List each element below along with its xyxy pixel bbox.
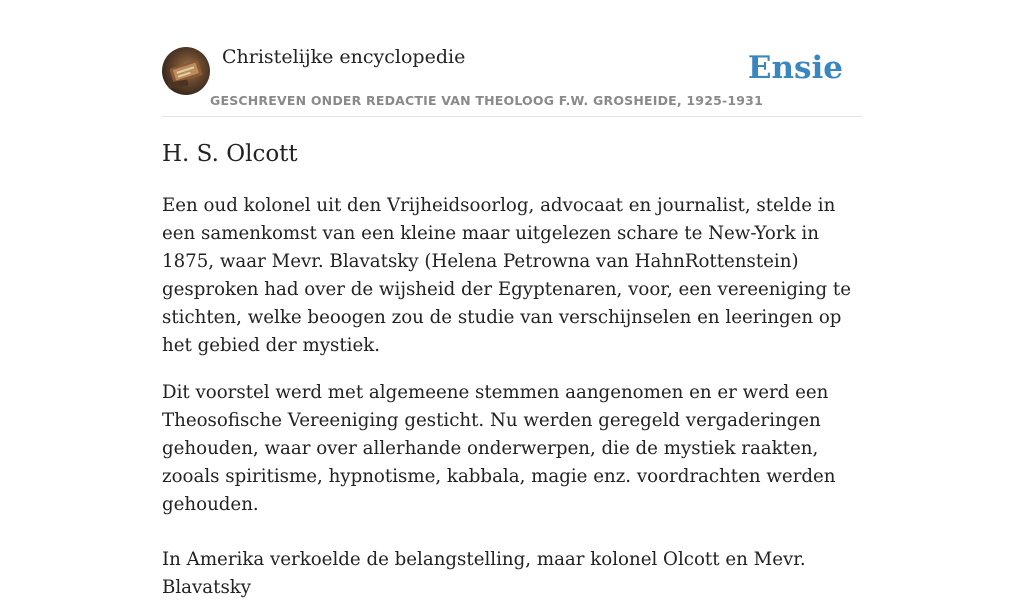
- brand-logo-link[interactable]: Ensie: [747, 50, 843, 86]
- book-cover-icon[interactable]: [162, 47, 210, 95]
- article-paragraph: Dit voorstel werd met algemeene stemmen aangenomen en er werd een Theosofische Vereeniging gesticht. Nu werden geregeld vergaderingen gehouden, waar over allerhande onderwerpen, die de mystiek raakten, zooals spiritisme, hypnotisme, kabbala, magie enz. voordrachten werden gehouden.: [162, 382, 836, 515]
- site-title[interactable]: Christelijke encyclopedie: [222, 46, 466, 68]
- site-subtitle: GESCHREVEN ONDER REDACTIE VAN THEOLOOG F.W. GROSHEIDE, 1925-1931: [210, 93, 763, 108]
- article-paragraph: Een oud kolonel uit den Vrijheidsoorlog, advocaat en journalist, stelde in een samenkomst van een kleine maar uitgelezen schare te New-York in 1875, waar Mevr. Blavatsky (Helena Petrowna van HahnRottenstein) gesproken had over de wijsheid der Egyptenaren, voor, een vereeniging te stichten, welke beoogen zou de studie van verschijnselen en leeringen op het gebied der mystiek.: [162, 195, 852, 356]
- article-paragraph: In Amerika verkoelde de belangstelling, maar kolonel Olcott en Mevr. Blavatsky: [162, 549, 806, 598]
- article-title: H. S. Olcott: [162, 141, 298, 167]
- site-header: [162, 44, 862, 117]
- article: [162, 136, 862, 602]
